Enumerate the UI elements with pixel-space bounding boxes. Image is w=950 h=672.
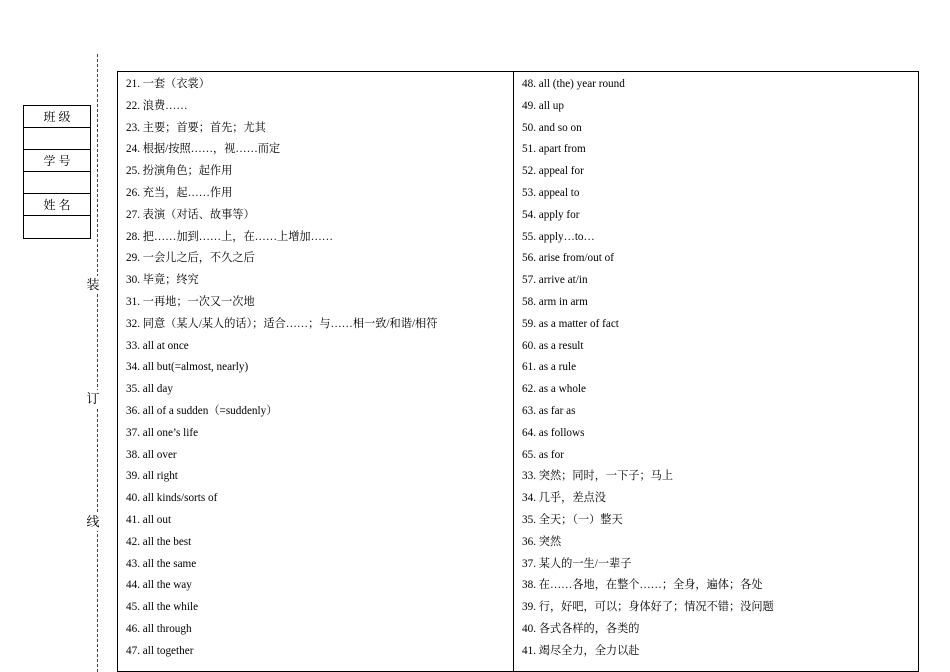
vocab-entry: 21. 一套（衣裳） xyxy=(126,78,210,90)
vocab-entry: 38. all over xyxy=(126,448,177,461)
vocab-column-left xyxy=(118,72,514,671)
vocab-entry: 33. all at once xyxy=(126,339,189,352)
vocab-entry: 58. arm in arm xyxy=(522,295,588,308)
vocab-entry: 64. as follows xyxy=(522,426,585,439)
vocab-entry: 43. all the same xyxy=(126,557,197,570)
binding-char-xian: 线 xyxy=(84,513,102,531)
vocab-entry: 39. 行，好吧，可以；身体好了；情况不错；没问题 xyxy=(522,601,774,614)
vocab-entry: 47. all together xyxy=(126,644,194,657)
vocab-entry: 41. all out xyxy=(126,513,172,526)
vocab-entry: 44. all the way xyxy=(126,579,192,592)
binding-char-zhuang: 装 xyxy=(84,276,102,294)
vocab-entry: 61. as a rule xyxy=(522,361,577,374)
student-info-box xyxy=(23,105,91,239)
vocab-entry: 60. as a result xyxy=(522,339,584,352)
name-label: 姓 名 xyxy=(24,194,90,216)
vocab-entry: 42. all the best xyxy=(126,535,192,548)
vocab-entry: 41. 竭尽全力，全力以赴 xyxy=(522,644,640,657)
vocab-entry: 54. apply for xyxy=(522,208,580,221)
vocab-entry: 57. arrive at/in xyxy=(522,274,588,287)
vocab-column-right xyxy=(514,72,918,671)
vocab-entry: 40. all kinds/sorts of xyxy=(126,492,218,505)
vocab-entry: 32. 同意（某人/某人的话）；适合……；与……相一致/和谐/相符 xyxy=(126,317,438,330)
student-id-label: 学 号 xyxy=(24,150,90,172)
vocab-entry: 26. 充当，起……作用 xyxy=(126,186,233,199)
vocab-entry: 37. all one’s life xyxy=(126,426,199,439)
vocab-entry: 25. 扮演角色；起作用 xyxy=(126,165,233,178)
vocab-entry: 35. all day xyxy=(126,383,173,396)
vocab-entry: 23. 主要；首要；首先；尤其 xyxy=(126,121,266,134)
vocabulary-table xyxy=(117,71,919,672)
vocab-entry: 37. 某人的一生/一辈子 xyxy=(522,557,632,570)
vocab-entry: 34. 几乎，差点没 xyxy=(522,492,606,505)
vocab-entry: 65. as for xyxy=(522,448,564,461)
vocab-entry: 56. arise from/out of xyxy=(522,252,614,265)
vocab-entry: 50. and so on xyxy=(522,121,582,134)
vocab-entry: 27. 表演（对话、故事等） xyxy=(126,208,255,221)
name-field[interactable] xyxy=(24,216,90,238)
vocab-entry: 29. 一会儿之后，不久之后 xyxy=(126,252,255,265)
class-field[interactable] xyxy=(24,128,90,150)
vocab-entry: 30. 毕竟；终究 xyxy=(126,274,199,287)
vocab-entry: 49. all up xyxy=(522,99,564,112)
binding-char-ding: 订 xyxy=(84,390,102,408)
vocab-entry: 31. 一再地；一次又一次地 xyxy=(126,295,255,308)
vocab-entry: 55. apply…to… xyxy=(522,230,595,243)
vocab-entry: 40. 各式各样的，各类的 xyxy=(522,622,640,635)
vocab-entry: 36. all of a sudden（=suddenly） xyxy=(126,404,278,417)
student-id-field[interactable] xyxy=(24,172,90,194)
binding-dashed-line xyxy=(97,54,98,672)
vocab-entry: 63. as far as xyxy=(522,404,576,417)
vocab-entry: 34. all but(=almost, nearly) xyxy=(126,361,249,374)
vocab-entry: 59. as a matter of fact xyxy=(522,317,619,330)
vocab-entry: 53. appeal to xyxy=(522,186,580,199)
vocab-entry: 46. all through xyxy=(126,622,192,635)
vocab-entry: 51. apart from xyxy=(522,143,586,156)
vocab-entry: 35. 全天；（一）整天 xyxy=(522,513,623,526)
vocab-entry: 48. all (the) year round xyxy=(522,78,625,90)
vocab-entry: 33. 突然；同时，一下子；马上 xyxy=(522,470,674,483)
vocab-entry: 24. 根据/按照……，视……而定 xyxy=(126,143,281,156)
class-label: 班 级 xyxy=(24,106,90,128)
vocab-entry: 45. all the while xyxy=(126,601,199,614)
vocab-entry: 22. 浪费…… xyxy=(126,99,188,112)
vocab-entry: 28. 把……加到……上，在……上增加…… xyxy=(126,230,333,243)
vocab-entry: 38. 在……各地，在整个……；全身，遍体；各处 xyxy=(522,579,763,592)
vocab-entry: 62. as a whole xyxy=(522,383,587,396)
vocab-entry: 39. all right xyxy=(126,470,178,483)
vocab-entry: 52. appeal for xyxy=(522,165,584,178)
vocab-entry: 36. 突然 xyxy=(522,535,562,548)
